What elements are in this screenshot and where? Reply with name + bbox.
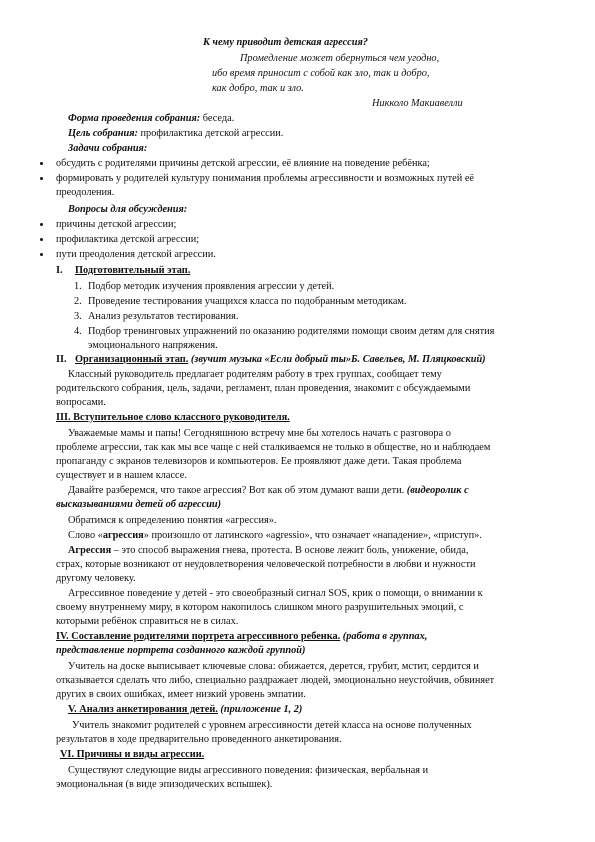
paragraph-line (68, 484, 469, 498)
paragraph-line (68, 529, 482, 543)
task-item-continuation: преодоления. (56, 187, 115, 198)
paragraph-line: других в своих ошибках, имеет низкий уровень эмпатии. (56, 689, 306, 700)
paragraph-line: Учитель знакомит родителей с уровнем агрессивности детей класса на основе полученных (72, 720, 472, 731)
paragraph-line: существует и в нашем классе. (56, 470, 187, 481)
stage1-item-number: 2. (74, 296, 82, 307)
paragraph-line: отказывается сделать что либо, специально раздражает людей, эмоционально неустойчив, обвиняет (56, 675, 495, 686)
bullet-icon (40, 223, 43, 226)
goal-label: Цель собрания: (68, 128, 138, 139)
bullet-icon (40, 238, 43, 241)
text-run: – это способ выражения гнева, протеста. В основе лежит боль, унижение, обида, (111, 545, 469, 556)
stage1-item: Подбор методик изучения проявления агрессии у детей. (88, 281, 335, 292)
stage5-heading (68, 703, 302, 717)
paragraph-line: страх, которые возникают от неудовлетворения человеческой потребности в любви и нужности (56, 559, 476, 570)
stage6-title: VI. Причины и виды агрессии. (60, 749, 205, 760)
epigraph-author: Никколо Макиавелли (372, 98, 463, 109)
stage1-number: I. (56, 265, 63, 276)
question-item: профилактика детской агрессии; (56, 234, 200, 245)
stage1-item-number: 3. (74, 311, 82, 322)
video-note: (видеоролик с (404, 485, 469, 496)
paragraph-line (68, 544, 468, 558)
bullet-icon (40, 253, 43, 256)
stage1-item: Анализ результатов тестирования. (88, 311, 239, 322)
stage3-title: III. Вступительное слово классного руководителя. (56, 412, 290, 423)
epigraph-line: как добро, так и зло. (212, 83, 304, 94)
task-item: обсудить с родителями причины детской агрессии, её влияние на поведение ребёнка; (56, 158, 430, 169)
text-run: » произошло от латинского «agressio», что означает «нападение», «приступ». (143, 530, 482, 541)
paragraph-line: которыми ребёнок справиться не в силах. (56, 616, 239, 627)
stage4-note-continuation: представление портрета созданного каждой группой) (56, 645, 306, 656)
paragraph-line: Уважаемые мамы и папы! Сегодняшнюю встречу мне бы хотелось начать с разговора о (68, 428, 451, 439)
term-aggression: агрессия (102, 530, 144, 541)
epigraph-line: ибо время приносит с собой как зло, так и добро, (212, 68, 430, 79)
paragraph-line: Учитель на доске выписывает ключевые слова: обижается, дерется, грубит, мстит, сердится и (68, 661, 479, 672)
question-item: причины детской агрессии; (56, 219, 177, 230)
paragraph-line: Классный руководитель предлагает родителям работу в трех группах, сообщает тему (68, 369, 442, 380)
stage1-item-number: 4. (74, 326, 82, 337)
form-label: Форма проведения собрания: (68, 113, 201, 124)
form-line (68, 112, 234, 126)
stage2-number: II. (56, 354, 67, 365)
stage2-note: (звучит музыка «Если добрый ты»Б. Савельев, М. Пляцковский) (188, 354, 486, 365)
stage1-title: Подготовительный этап. (75, 265, 191, 276)
paragraph-line: пропаганду с экранов телевизоров и компьютеров. Ее проявляют даже дети. Такая проблема (56, 456, 462, 467)
stage1-item-continuation: эмоционального напряжения. (88, 340, 218, 351)
paragraph-line: эмоциональная (в виде эпизодических вспышек). (56, 779, 273, 790)
goal-line (68, 127, 283, 141)
stage2-heading (75, 353, 486, 367)
term-aggression: Агрессия (68, 545, 112, 556)
tasks-label: Задачи собрания: (68, 143, 148, 154)
bullet-icon (40, 162, 43, 165)
stage2-title: Организационный этап. (75, 354, 189, 365)
paragraph-line: вопросами. (56, 397, 106, 408)
paragraph-line: Обратимся к определению понятия «агрессия». (68, 515, 277, 526)
document-title: К чему приводит детская агрессия? (203, 37, 368, 48)
stage1-item: Подбор тренинговых упражнений по оказанию родителями помощи своим детям для снятия (88, 326, 495, 337)
stage5-title: V. Анализ анкетирования детей. (68, 704, 218, 715)
paragraph-line: проблеме агрессии, так как мы все чаще с ней сталкиваемся не только в обществе, но и наблюдаем (56, 442, 491, 453)
paragraph-line: результатов в ходе предварительно проведенного анкетирования. (56, 734, 342, 745)
epigraph-line: Промедление может обернуться чем угодно, (240, 53, 440, 64)
goal-value: профилактика детской агрессии. (137, 128, 284, 139)
stage1-item-number: 1. (74, 281, 82, 292)
video-note-continuation: высказываниями детей об агрессии) (56, 499, 222, 510)
stage1-item: Проведение тестирования учащихся класса по подобранным методикам. (88, 296, 407, 307)
task-item: формировать у родителей культуру понимания проблемы агрессивности и возможных путей её (56, 173, 474, 184)
paragraph-line: своему внутреннему миру, в котором накопилось слишком много разрушительных эмоций, с (56, 602, 464, 613)
text-run: Слово « (68, 530, 103, 541)
paragraph-line: Агрессивное поведение у детей - это своеобразный сигнал SOS, крик о помощи, о внимании к (68, 588, 483, 599)
form-value: беседа. (200, 113, 235, 124)
stage5-note: (приложение 1, 2) (217, 704, 303, 715)
stage4-heading (56, 630, 427, 644)
paragraph-text: Давайте разберемся, что такое агрессия? Вот как об этом думают ваши дети. (68, 485, 405, 496)
questions-label: Вопросы для обсуждения: (68, 204, 188, 215)
paragraph-line: Существуют следующие виды агрессивного поведения: физическая, вербальная и (68, 765, 429, 776)
stage4-note: (работа в группах, (340, 631, 428, 642)
paragraph-line: другому человеку. (56, 573, 136, 584)
stage4-title: IV. Составление родителями портрета агрессивного ребенка. (56, 631, 341, 642)
paragraph-line: родительского собрания, цель, задачи, регламент, план проведения, знакомит с обсуждаемыми (56, 383, 471, 394)
bullet-icon (40, 177, 43, 180)
question-item: пути преодоления детской агрессии. (56, 249, 216, 260)
